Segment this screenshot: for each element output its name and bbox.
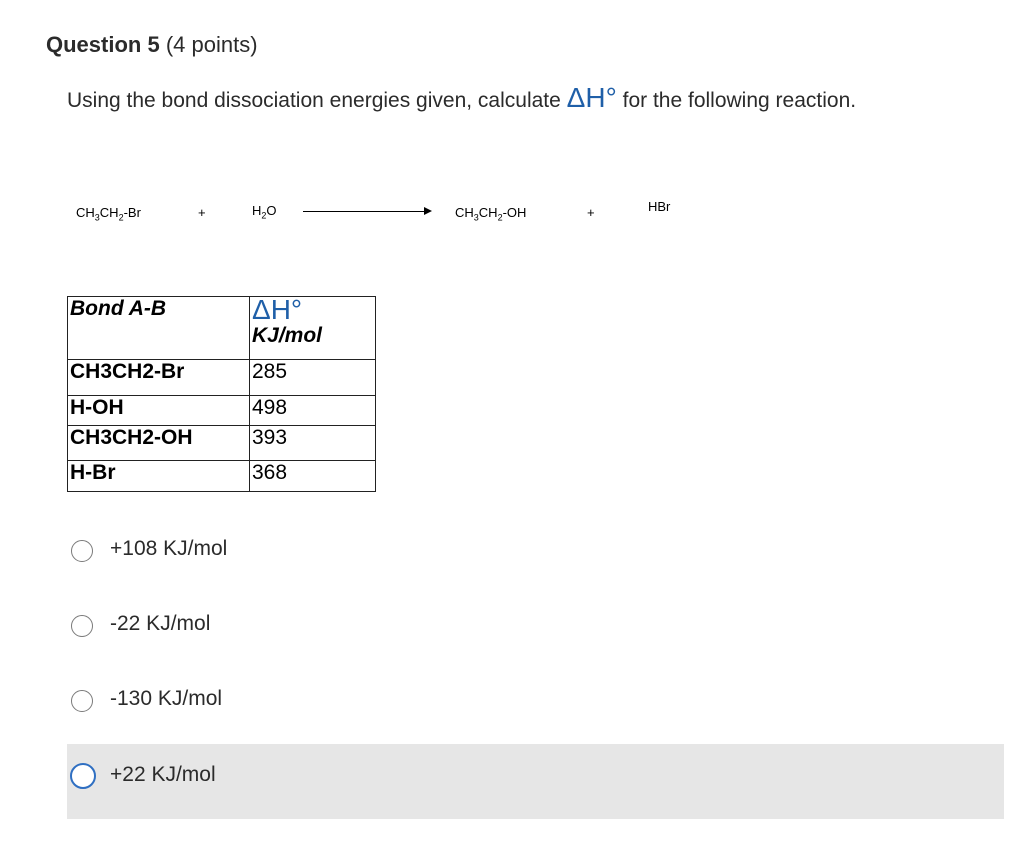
plus-sign-1: +: [198, 205, 206, 220]
header-delta: [250, 294, 376, 360]
header-delta-symbol: ΔH°: [252, 294, 303, 325]
bond-value: 285: [250, 360, 376, 396]
header-unit: KJ/mol: [252, 324, 323, 347]
answer-label: +22 KJ/mol: [110, 763, 216, 786]
reaction-arrow: [303, 211, 430, 212]
answer-label: -130 KJ/mol: [110, 687, 223, 710]
bond-name: H-Br: [68, 461, 250, 492]
bond-value: 368: [250, 461, 376, 492]
radio-button[interactable]: [71, 690, 93, 712]
answer-option-2[interactable]: [67, 589, 1004, 664]
radio-button[interactable]: [71, 615, 93, 637]
table-row: [68, 461, 376, 492]
prompt-text-before: Using the bond dissociation energies given, calculate: [67, 89, 561, 112]
bond-value: 498: [250, 396, 376, 426]
radio-button[interactable]: [71, 540, 93, 562]
bond-name: H-OH: [68, 396, 250, 426]
answer-option-4[interactable]: [67, 744, 1004, 819]
bond-value: 393: [250, 426, 376, 461]
answer-option-1[interactable]: [67, 513, 1004, 588]
question-number: Question 5: [46, 32, 160, 57]
bond-name: CH3CH2-Br: [68, 360, 250, 396]
radio-button[interactable]: [70, 763, 96, 789]
product-1: $CH_3CH_2-OH$: [455, 205, 527, 223]
plus-sign-2: +: [587, 205, 595, 220]
table-row: [68, 396, 376, 426]
question-points: (4 points): [165, 32, 258, 57]
delta-h-symbol: ΔH°: [566, 82, 617, 113]
product-2: HBr: [648, 199, 671, 214]
bond-energy-table: [67, 296, 376, 492]
prompt-text-after: for the following reaction.: [622, 89, 857, 112]
answer-label: +108 KJ/mol: [110, 537, 228, 560]
table-header-row: [68, 297, 376, 360]
table-row: [68, 360, 376, 396]
answer-label: -22 KJ/mol: [110, 612, 211, 635]
table-row: [68, 426, 376, 461]
reactant-2: $H_2O$: [252, 203, 277, 221]
answer-option-3[interactable]: [67, 664, 1004, 739]
bond-name: CH3CH2-OH: [68, 426, 250, 461]
header-bond: Bond A-B: [68, 297, 250, 360]
reactant-1: $CH_3CH_2-Br$: [76, 205, 141, 223]
